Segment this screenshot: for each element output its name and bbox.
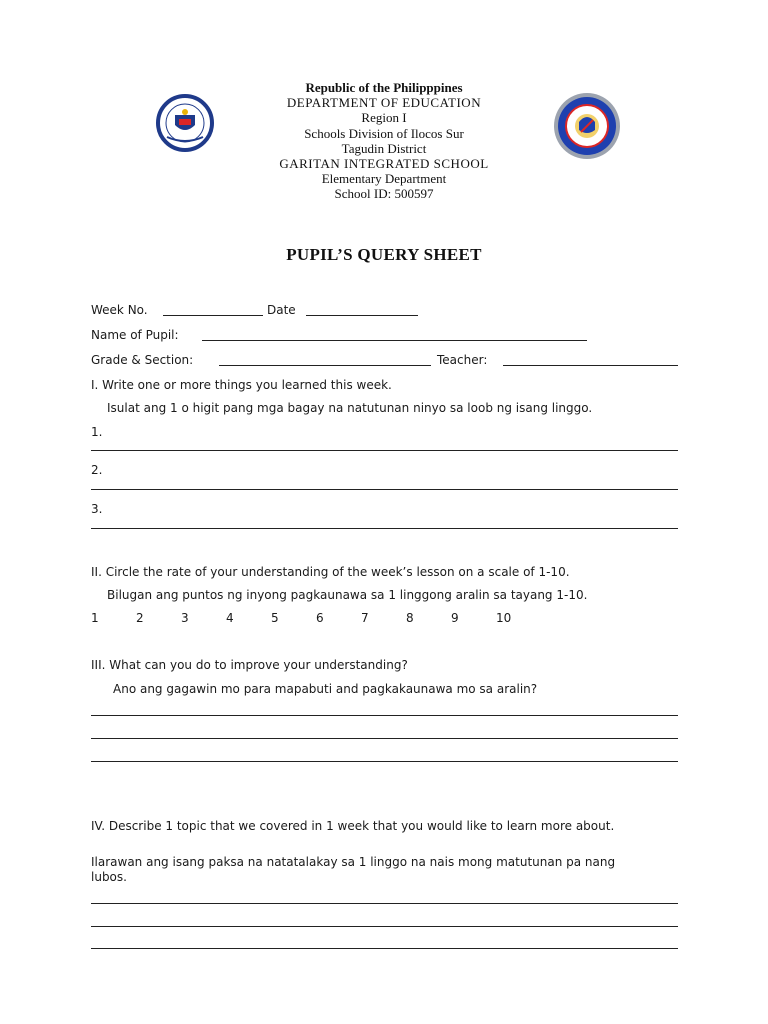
department-line: DEPARTMENT OF EDUCATION — [286, 95, 482, 111]
rating-option[interactable]: 2 — [136, 611, 144, 625]
section1-item-1: 1. — [91, 425, 103, 439]
section3-question: III. What can you do to improve your understanding? — [91, 658, 408, 672]
week-label: Week No. — [91, 303, 148, 317]
section2-question: II. Circle the rate of your understanding of the week’s lesson on a scale of 1-10. — [91, 565, 570, 579]
department-unit-line: Elementary Department — [321, 171, 447, 187]
rating-option[interactable]: 3 — [181, 611, 189, 625]
answer-line[interactable] — [91, 761, 678, 762]
district-line: Tagudin District — [341, 140, 427, 156]
section1-item-2: 2. — [91, 463, 103, 477]
answer-line[interactable] — [91, 926, 678, 927]
section4-question: IV. Describe 1 topic that we covered in 1 week that you would like to learn more about. — [91, 819, 615, 833]
section1-question: I. Write one or more things you learned this week. — [91, 378, 392, 392]
division-line: Schools Division of Ilocos Sur — [304, 125, 464, 141]
answer-line[interactable] — [91, 738, 678, 739]
section4-translation: Ilarawan ang isang paksa na natatalakay sa 1 linggo na nais mong matutunan pa nang lubos. — [91, 855, 616, 884]
garitan-school-seal-icon — [537, 92, 637, 160]
rating-option[interactable]: 10 — [496, 611, 512, 625]
teacher-field[interactable] — [503, 365, 678, 366]
rating-option[interactable]: 5 — [271, 611, 279, 625]
section1-translation: Isulat ang 1 o higit pang mga bagay na natutunan ninyo sa loob ng isang linggo. — [107, 401, 593, 415]
answer-line[interactable] — [91, 715, 678, 716]
section1-item-3: 3. — [91, 502, 103, 516]
rating-scale — [91, 611, 531, 625]
deped-seal-icon — [137, 93, 233, 153]
name-field[interactable] — [202, 340, 587, 341]
section2-translation: Bilugan ang puntos ng inyong pagkaunawa sa 1 linggong aralin sa tayang 1-10. — [107, 588, 588, 602]
answer-line[interactable] — [91, 450, 678, 451]
republic-line: Republic of the Philipppines — [305, 80, 463, 95]
grade-section-field[interactable] — [219, 365, 431, 366]
page-title: PUPIL’S QUERY SHEET — [286, 245, 482, 264]
answer-line[interactable] — [91, 948, 678, 949]
grade-section-label: Grade & Section: — [91, 353, 194, 367]
name-label: Name of Pupil: — [91, 328, 179, 342]
rating-option[interactable]: 7 — [361, 611, 369, 625]
date-label: Date — [267, 303, 296, 317]
school-id-line: School ID: 500597 — [334, 186, 434, 202]
answer-line[interactable] — [91, 528, 678, 529]
answer-line[interactable] — [91, 489, 678, 490]
rating-option[interactable]: 4 — [226, 611, 234, 625]
rating-option[interactable]: 1 — [91, 611, 99, 625]
school-name-line: GARITAN INTEGRATED SCHOOL — [279, 156, 489, 172]
region-line: Region I — [361, 110, 407, 126]
school-header — [0, 80, 768, 202]
teacher-label: Teacher: — [437, 353, 488, 367]
rating-option[interactable]: 6 — [316, 611, 324, 625]
date-field[interactable] — [306, 315, 418, 316]
rating-option[interactable]: 8 — [406, 611, 414, 625]
answer-line[interactable] — [91, 903, 678, 904]
section3-translation: Ano ang gagawin mo para mapabuti and pagkakaunawa mo sa aralin? — [113, 682, 538, 696]
week-field[interactable] — [163, 315, 263, 316]
rating-option[interactable]: 9 — [451, 611, 459, 625]
